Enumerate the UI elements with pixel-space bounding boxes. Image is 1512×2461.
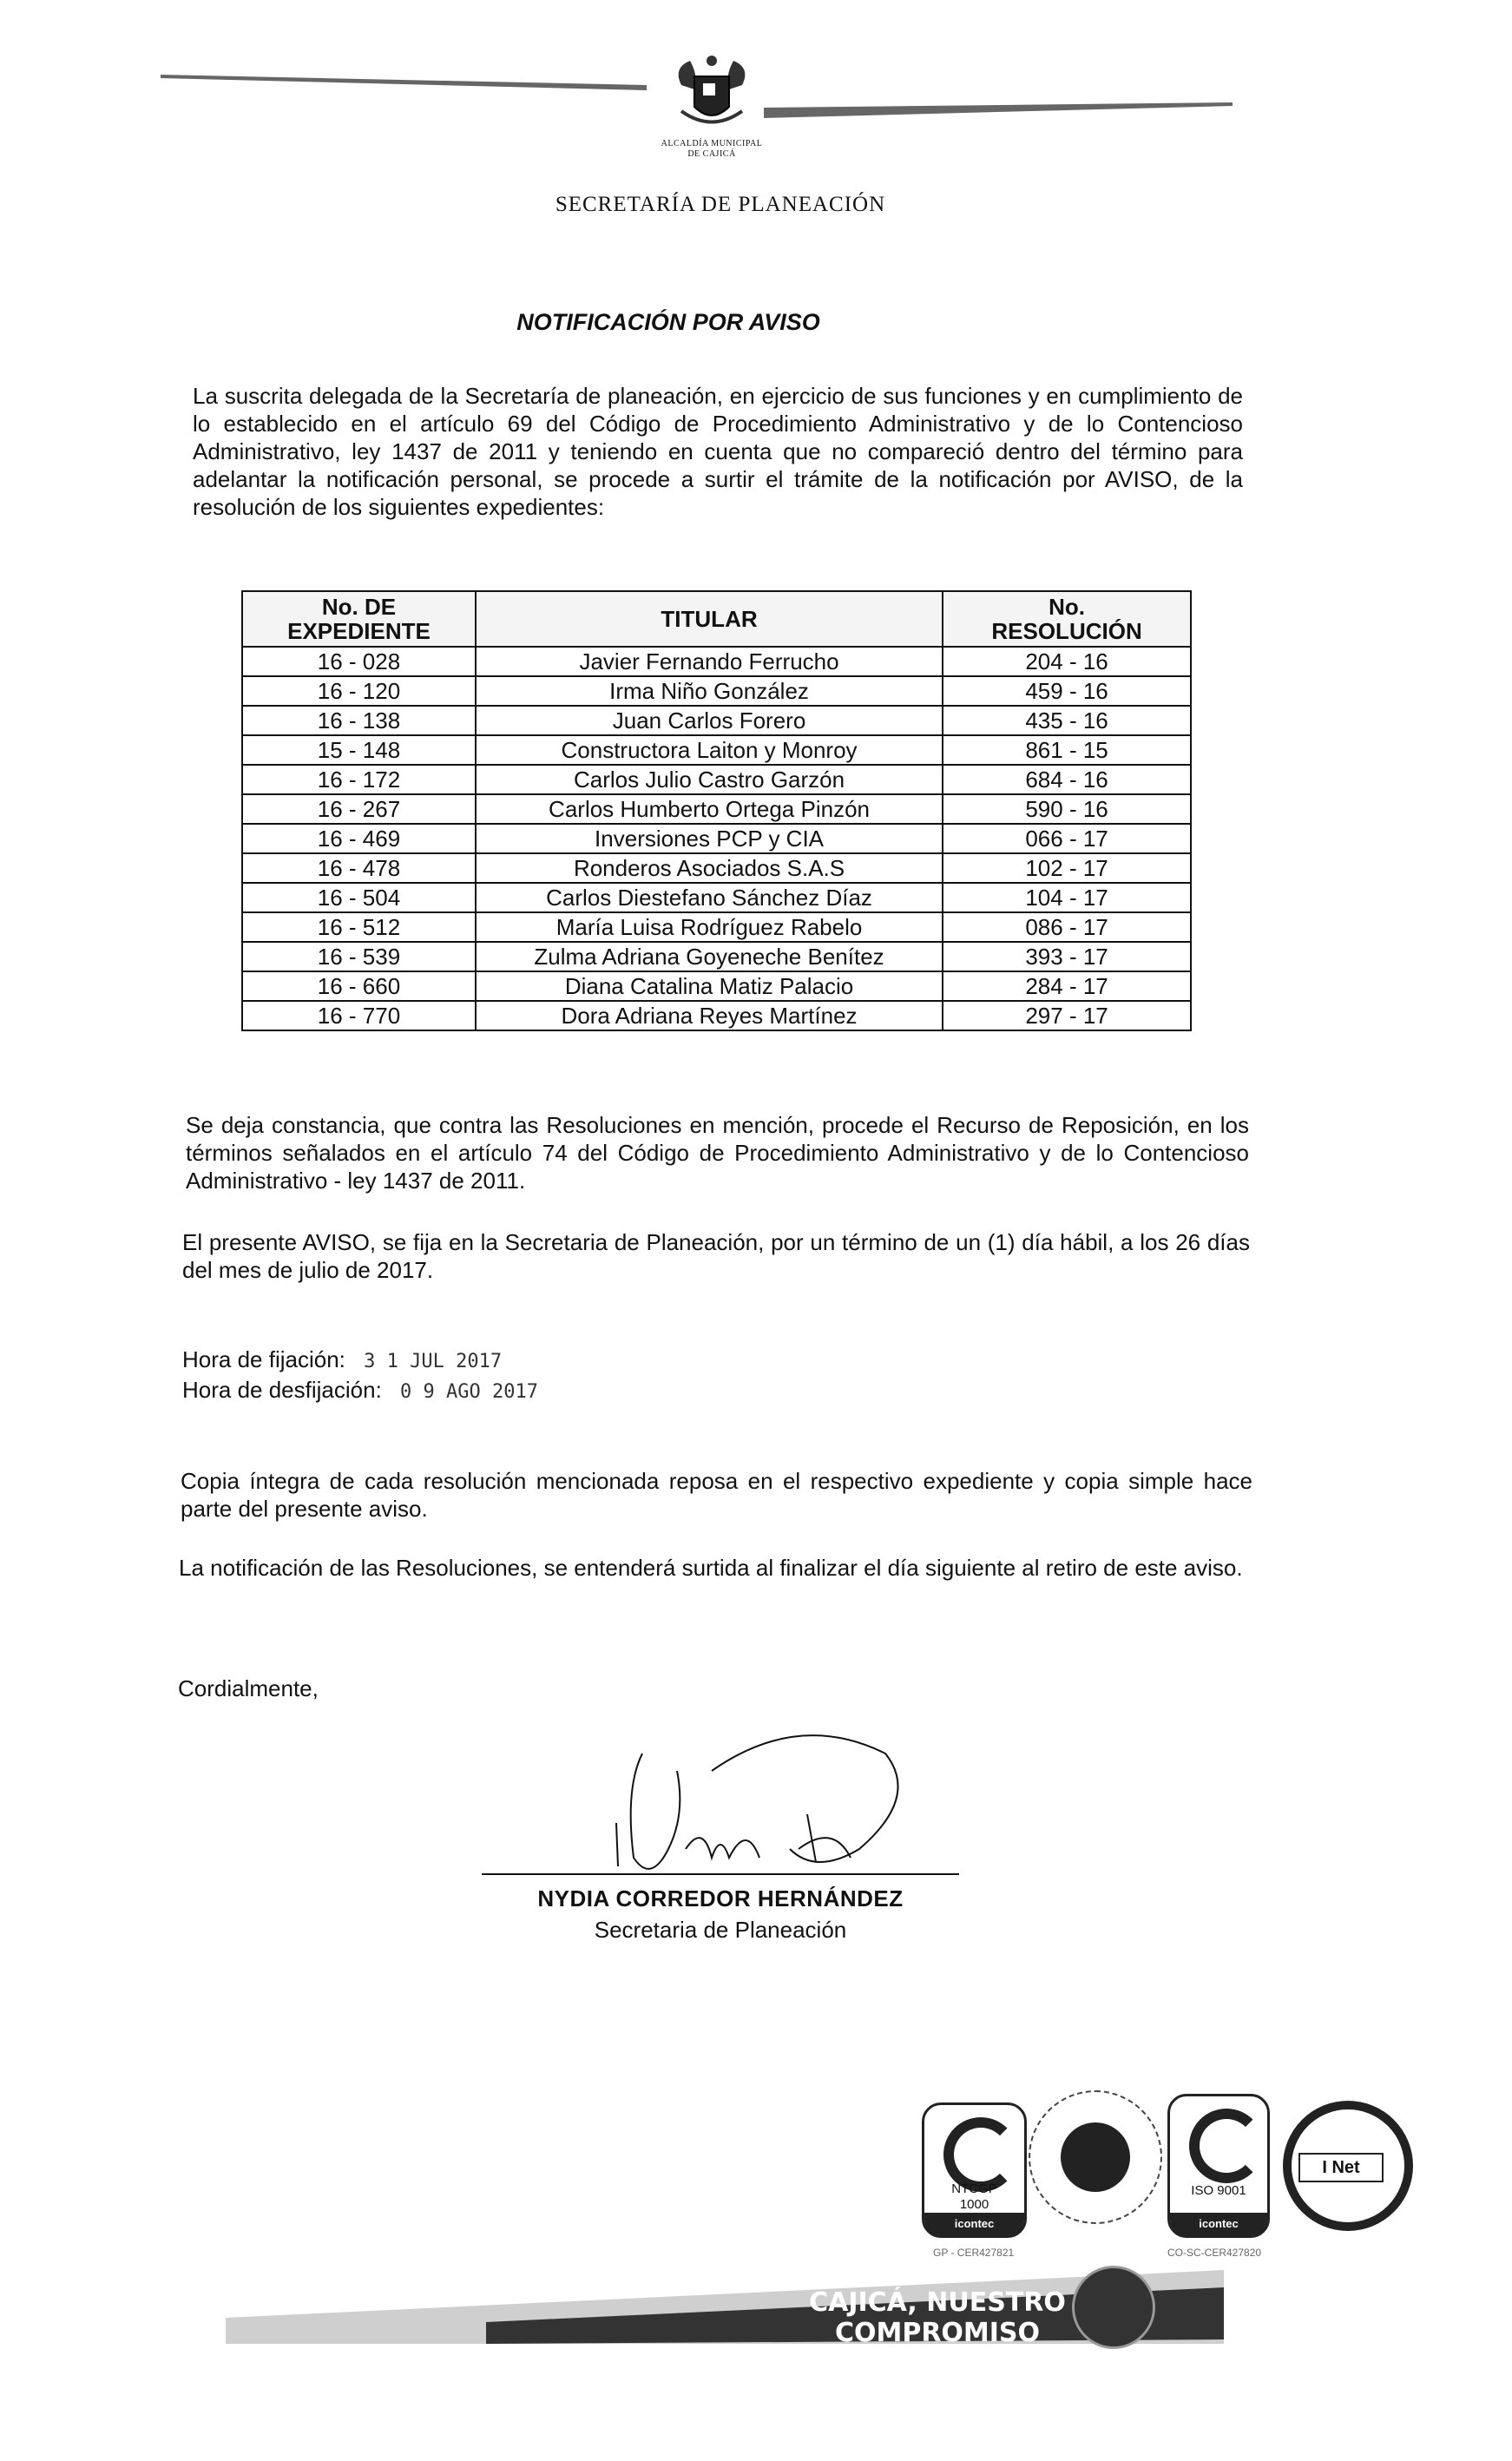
cell-resolucion: 590 - 16 <box>943 794 1191 824</box>
constancia-paragraph: Se deja constancia, que contra las Resoluciones en mención, procede el Recurso de Reposición, en los términos señalados en el artículo 74 del Código de Procedimiento Administrativo y de lo Contencioso Administrativo - ley 1437 de 2011. <box>186 1112 1249 1194</box>
header-resolucion <box>943 591 1191 647</box>
cell-resolucion: 086 - 17 <box>943 912 1191 942</box>
cell-titular: Inversiones PCP y CIA <box>476 824 943 853</box>
table-row <box>242 883 1191 912</box>
icontec-c-icon <box>1189 2109 1264 2183</box>
table-row <box>242 1001 1191 1030</box>
signer-role: Secretaria de Planeación <box>594 1917 847 1943</box>
fijacion-stamp: 3 1 JUL 2017 <box>364 1351 503 1372</box>
table-header-row <box>242 591 1191 647</box>
cell-titular: Ronderos Asociados S.A.S <box>476 853 943 883</box>
intro-paragraph: La suscrita delegada de la Secretaría de planeación, en ejercicio de sus funciones y en cumplimiento de lo establecido en el artículo 69 del Código de Procedimiento Administrativo y de lo Contencioso Administrativo, ley 1437 de 2011 y teniendo en cuenta que no compareció dentro del término para adelantar la notificación personal, se procede a surtir el trámite de la notificación por AVISO, de la resolución de los siguientes expedientes: <box>193 383 1243 520</box>
cell-expediente: 16 - 770 <box>242 1001 476 1030</box>
cell-expediente: 16 - 267 <box>242 794 476 824</box>
cell-titular: Carlos Humberto Ortega Pinzón <box>476 794 943 824</box>
signature-line <box>482 1873 959 1875</box>
fijacion-paragraph: El presente AVISO, se fija en la Secretaria de Planeación, por un término de un (1) día hábil, a los 26 días del mes de julio de 2017. <box>182 1229 1250 1283</box>
header-left-bar <box>161 75 647 90</box>
ntcgp-number: 1000 <box>959 2197 989 2212</box>
cell-titular: Zulma Adriana Goyeneche Benítez <box>476 942 943 971</box>
cell-resolucion: 104 - 17 <box>943 883 1191 912</box>
cell-resolucion: 066 - 17 <box>943 824 1191 853</box>
cell-expediente: 15 - 148 <box>242 735 476 765</box>
cell-resolucion: 102 - 17 <box>943 853 1191 883</box>
times-block <box>182 1346 538 1406</box>
icontec-label-2: icontec <box>1170 2213 1267 2235</box>
cell-expediente: 16 - 512 <box>242 912 476 942</box>
table-row <box>242 824 1191 853</box>
cell-expediente: 16 - 138 <box>242 706 476 735</box>
entity-line-1: ALCALDÍA MUNICIPAL <box>661 139 763 148</box>
expedientes-table-wrap <box>241 590 1192 1031</box>
header-expediente-line1: No. DE <box>321 594 397 620</box>
entity-line-2: DE CAJICÁ <box>687 149 736 159</box>
handwritten-signature <box>573 1719 955 1892</box>
document-title: NOTIFICACIÓN POR AVISO <box>516 309 820 335</box>
footer-emblem-icon <box>1072 2266 1155 2349</box>
cell-expediente: 16 - 469 <box>242 824 476 853</box>
table-row <box>242 706 1191 735</box>
ntcgp-label: NTCGP <box>951 2181 997 2196</box>
cell-titular: Carlos Julio Castro Garzón <box>476 765 943 794</box>
table-row <box>242 853 1191 883</box>
department-heading: SECRETARÍA DE PLANEACIÓN <box>555 193 886 216</box>
table-row <box>242 971 1191 1001</box>
cell-resolucion: 297 - 17 <box>943 1001 1191 1030</box>
colombia-seal-icon <box>1029 2090 1162 2224</box>
table-body <box>242 647 1191 1030</box>
cell-expediente: 16 - 660 <box>242 971 476 1001</box>
desfijacion-stamp: 0 9 AGO 2017 <box>400 1381 538 1403</box>
notificacion-paragraph: La notificación de las Resoluciones, se entenderá surtida al finalizar el día siguiente al retiro de este aviso. <box>179 1555 1243 1581</box>
desfijacion-line <box>182 1376 538 1406</box>
municipal-crest-icon <box>664 50 759 137</box>
colombia-map-icon <box>1061 2122 1130 2192</box>
cell-resolucion: 459 - 16 <box>943 676 1191 706</box>
copia-paragraph: Copia íntegra de cada resolución mencionada reposa en el respectivo expediente y copia simple hace parte del presente aviso. <box>181 1468 1252 1522</box>
iqnet-label: I Net <box>1298 2153 1384 2182</box>
table-row <box>242 647 1191 676</box>
header-right-bar <box>764 102 1233 118</box>
iso-label: ISO 9001 <box>1191 2183 1246 2198</box>
icontec-label-1: icontec <box>924 2213 1024 2235</box>
table-row <box>242 735 1191 765</box>
cell-titular: María Luisa Rodríguez Rabelo <box>476 912 943 942</box>
fijacion-label: Hora de fijación: <box>182 1346 345 1372</box>
header-titular: TITULAR <box>476 591 943 647</box>
cert-code-2: CO-SC-CER427820 <box>1167 2247 1262 2259</box>
ntcgp-certification-logo <box>922 2102 1027 2238</box>
cell-resolucion: 861 - 15 <box>943 735 1191 765</box>
cell-titular: Carlos Diestefano Sánchez Díaz <box>476 883 943 912</box>
cell-expediente: 16 - 539 <box>242 942 476 971</box>
cell-resolucion: 435 - 16 <box>943 706 1191 735</box>
expedientes-table <box>241 590 1192 1031</box>
table-row <box>242 765 1191 794</box>
cell-expediente: 16 - 478 <box>242 853 476 883</box>
cell-expediente: 16 - 504 <box>242 883 476 912</box>
iso-certification-logo <box>1167 2094 1270 2238</box>
cell-resolucion: 684 - 16 <box>943 765 1191 794</box>
closing: Cordialmente, <box>178 1675 319 1701</box>
table-row <box>242 676 1191 706</box>
table-row <box>242 794 1191 824</box>
footer-slogan: CAJICÁ, NUESTRO COMPROMISO <box>809 2287 1066 2348</box>
desfijacion-label: Hora de desfijación: <box>182 1377 382 1403</box>
cell-expediente: 16 - 172 <box>242 765 476 794</box>
cell-expediente: 16 - 120 <box>242 676 476 706</box>
iqnet-certification-logo <box>1283 2101 1413 2231</box>
cell-expediente: 16 - 028 <box>242 647 476 676</box>
cell-resolucion: 284 - 17 <box>943 971 1191 1001</box>
cell-resolucion: 204 - 16 <box>943 647 1191 676</box>
cell-titular: Irma Niño González <box>476 676 943 706</box>
header-resolucion-line1: No. <box>1049 594 1085 620</box>
header-expediente <box>242 591 476 647</box>
header-expediente-line2: EXPEDIENTE <box>287 618 431 644</box>
header-resolucion-line2: RESOLUCIÓN <box>991 618 1142 644</box>
fijacion-line <box>182 1346 538 1376</box>
signer-name: NYDIA CORREDOR HERNÁNDEZ <box>537 1885 904 1912</box>
cell-titular: Dora Adriana Reyes Martínez <box>476 1001 943 1030</box>
entity-name <box>625 139 799 160</box>
cell-titular: Javier Fernando Ferrucho <box>476 647 943 676</box>
table-row <box>242 942 1191 971</box>
cell-resolucion: 393 - 17 <box>943 942 1191 971</box>
cell-titular: Juan Carlos Forero <box>476 706 943 735</box>
cell-titular: Diana Catalina Matiz Palacio <box>476 971 943 1001</box>
cell-titular: Constructora Laiton y Monroy <box>476 735 943 765</box>
table-row <box>242 912 1191 942</box>
cert-code-1: GP - CER427821 <box>933 2247 1015 2259</box>
